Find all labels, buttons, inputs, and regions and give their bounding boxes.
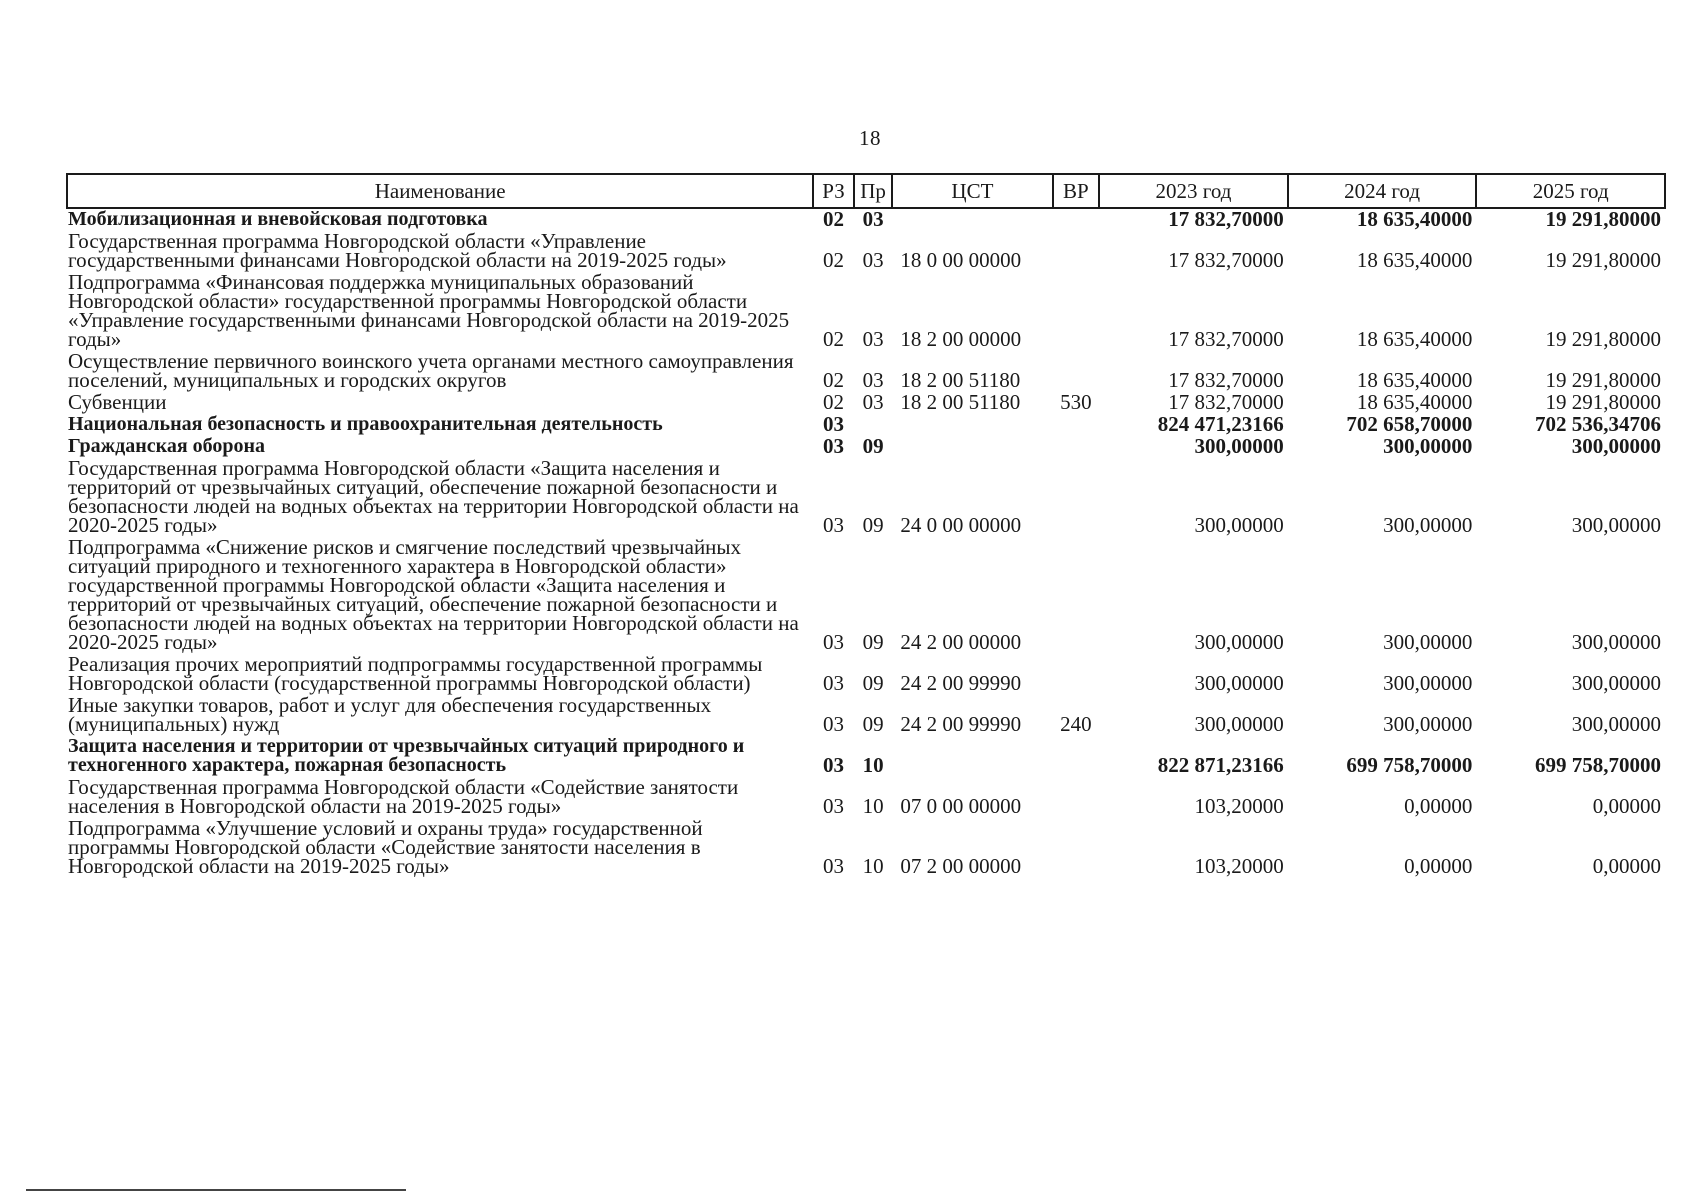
cell-vr [1053,414,1100,436]
table-row [67,537,1665,654]
cell-rz: 03 [823,434,845,458]
cell-pr: 10 [862,794,884,818]
cell-vr [1053,736,1100,777]
cell-rz: 02 [823,327,845,351]
header-2023: 2023 год [1099,174,1288,208]
cell-2023: 300,00000 [1194,513,1284,537]
cell-2025: 19 291,80000 [1545,327,1661,351]
table-row [67,777,1665,818]
cell-rz: 03 [823,753,845,777]
cell-2023: 300,00000 [1194,712,1284,736]
cell-rz: 03 [823,630,845,654]
cell-2023: 824 471,23166 [1157,412,1284,436]
cell-name: Гражданская оборона [68,435,266,457]
cell-2025: 0,00000 [1592,794,1661,818]
cell-2023: 822 871,23166 [1157,753,1284,777]
cell-2023: 17 832,70000 [1168,368,1284,392]
cell-cst [892,208,1052,231]
cell-name: Подпрограмма «Улучшение условий и охраны труда» государственной программы Новгородской области «Содействие занятости населения в Новгородской области на 2019-2025 годы» [68,816,703,878]
cell-pr: 09 [862,630,884,654]
cell-vr [1053,537,1100,654]
table-row [67,736,1665,777]
cell-rz: 03 [823,412,845,436]
cell-cst: 24 0 00 00000 [900,513,1022,537]
cell-name: Субвенции [68,390,167,414]
cell-rz: 02 [823,368,845,392]
cell-pr: 10 [862,753,884,777]
table-row [67,392,1665,414]
header-name: Наименование [67,174,813,208]
cell-pr: 03 [862,207,884,231]
header-cst: ЦСТ [892,174,1052,208]
cell-2024: 300,00000 [1383,434,1473,458]
cell-2023: 300,00000 [1194,671,1284,695]
cell-pr: 03 [862,327,884,351]
cell-pr: 09 [862,712,884,736]
table-row [67,272,1665,351]
table-row [67,695,1665,736]
cell-2024: 18 635,40000 [1356,368,1473,392]
cell-rz: 03 [823,854,845,878]
cell-pr: 10 [862,854,884,878]
table-row [67,654,1665,695]
cell-2025: 19 291,80000 [1545,390,1661,414]
cell-cst: 18 0 00 00000 [900,248,1022,272]
cell-2025: 699 758,70000 [1535,753,1661,777]
budget-table [66,173,1666,878]
cell-vr [1053,436,1100,458]
cell-2023: 300,00000 [1194,630,1284,654]
cell-pr: 03 [862,248,884,272]
cell-name: Осуществление первичного воинского учета органами местного самоуправления поселений, муниципальных и городских округов [68,349,794,392]
footer-rule [26,1189,406,1191]
cell-2025: 300,00000 [1571,630,1661,654]
cell-vr [1053,351,1100,392]
cell-name: Защита населения и территории от чрезвычайных ситуаций природного и техногенного характера, пожарная безопасность [68,735,745,776]
header-pr: Пр [854,174,893,208]
cell-2023: 103,20000 [1194,854,1284,878]
cell-vr: 240 [1060,712,1092,736]
cell-cst [892,436,1052,458]
cell-2025: 19 291,80000 [1545,248,1661,272]
cell-2024: 18 635,40000 [1356,248,1473,272]
cell-2023: 17 832,70000 [1168,327,1284,351]
cell-pr: 09 [862,513,884,537]
cell-2024: 0,00000 [1404,854,1473,878]
header-row [67,174,1665,208]
cell-2025: 19 291,80000 [1545,368,1661,392]
table-row [67,818,1665,878]
cell-2025: 300,00000 [1571,513,1661,537]
cell-2024: 18 635,40000 [1356,327,1473,351]
cell-cst: 24 2 00 99990 [900,671,1022,695]
table-body [67,208,1665,878]
cell-name: Государственная программа Новгородской области «Содействие занятости населения в Новгородской области на 2019-2025 годы» [68,775,739,818]
table-row [67,208,1665,231]
cell-rz: 02 [823,390,845,414]
cell-pr: 09 [862,434,884,458]
cell-name: Национальная безопасность и правоохранительная деятельность [68,413,663,435]
cell-cst: 24 2 00 99990 [900,712,1022,736]
cell-name: Государственная программа Новгородской области «Управление государственными финансами Новгородской области на 2019-2025 годы» [68,229,727,272]
cell-vr [1053,818,1100,878]
header-2024: 2024 год [1288,174,1477,208]
cell-2024: 18 635,40000 [1356,207,1473,231]
cell-pr [854,414,893,436]
cell-2024: 300,00000 [1383,671,1473,695]
cell-2024: 300,00000 [1383,630,1473,654]
cell-rz: 02 [823,248,845,272]
table-row [67,436,1665,458]
cell-2024: 702 658,70000 [1346,412,1473,436]
cell-name: Иные закупки товаров, работ и услуг для обеспечения государственных (муниципальных) нужд [68,693,712,736]
cell-rz: 03 [823,794,845,818]
cell-rz: 02 [823,207,845,231]
table-row [67,414,1665,436]
cell-vr [1053,231,1100,272]
cell-2025: 300,00000 [1571,712,1661,736]
cell-2024: 699 758,70000 [1346,753,1473,777]
header-2025: 2025 год [1476,174,1665,208]
cell-pr: 03 [862,368,884,392]
cell-2025: 702 536,34706 [1535,412,1661,436]
cell-cst: 18 2 00 51180 [900,368,1021,392]
cell-rz: 03 [823,513,845,537]
cell-rz: 03 [823,671,845,695]
cell-rz: 03 [823,712,845,736]
cell-name: Государственная программа Новгородской области «Защита населения и территорий от чрезвычайных ситуаций, обеспечение пожарной безопасности и безопасности людей на водных объектах на территории Новгородской области на 2020-2025 годы» [68,456,799,537]
table-row [67,231,1665,272]
cell-2025: 19 291,80000 [1545,207,1661,231]
cell-2023: 103,20000 [1194,794,1284,818]
table-row [67,458,1665,537]
cell-cst [892,414,1052,436]
cell-2024: 300,00000 [1383,712,1473,736]
cell-pr: 09 [862,671,884,695]
cell-vr [1053,272,1100,351]
cell-vr [1053,458,1100,537]
header-vr: ВР [1053,174,1100,208]
cell-vr [1053,208,1100,231]
cell-2023: 17 832,70000 [1168,390,1284,414]
cell-cst [892,736,1052,777]
cell-cst: 07 2 00 00000 [900,854,1022,878]
cell-name: Мобилизационная и вневойсковая подготовка [68,208,488,230]
cell-vr: 530 [1060,390,1092,414]
page-number: 18 [859,126,881,150]
table-header [67,174,1665,208]
cell-2023: 300,00000 [1194,434,1284,458]
cell-cst: 24 2 00 00000 [900,630,1022,654]
cell-2024: 0,00000 [1404,794,1473,818]
cell-2023: 17 832,70000 [1168,248,1284,272]
table-row [67,351,1665,392]
cell-pr: 03 [862,390,884,414]
cell-name: Подпрограмма «Финансовая поддержка муниципальных образований Новгородской области» государственной программы Новгородской области «Управление государственными финансами Новгородской области на 2019-2025 годы» [68,270,790,351]
cell-2023: 17 832,70000 [1168,207,1284,231]
cell-name: Реализация прочих мероприятий подпрограммы государственной программы Новгородской области (государственной программы Новгородской области) [68,652,763,695]
cell-cst: 18 2 00 51180 [900,390,1021,414]
cell-2025: 0,00000 [1592,854,1661,878]
cell-2024: 18 635,40000 [1356,390,1473,414]
cell-cst: 18 2 00 00000 [900,327,1022,351]
cell-cst: 07 0 00 00000 [900,794,1022,818]
cell-vr [1053,777,1100,818]
cell-name: Подпрограмма «Снижение рисков и смягчение последствий чрезвычайных ситуаций природного и техногенного характера в Новгородской области» государственной программы Новгородской области «Защита населения и территорий от чрезвычайных ситуаций, обеспечение пожарной безопасности и безопасности людей на водных объектах на территории Новгородской области на 2020-2025 годы» [68,535,799,654]
cell-2025: 300,00000 [1571,434,1661,458]
cell-vr [1053,654,1100,695]
cell-2025: 300,00000 [1571,671,1661,695]
cell-2024: 300,00000 [1383,513,1473,537]
header-rz: РЗ [813,174,854,208]
